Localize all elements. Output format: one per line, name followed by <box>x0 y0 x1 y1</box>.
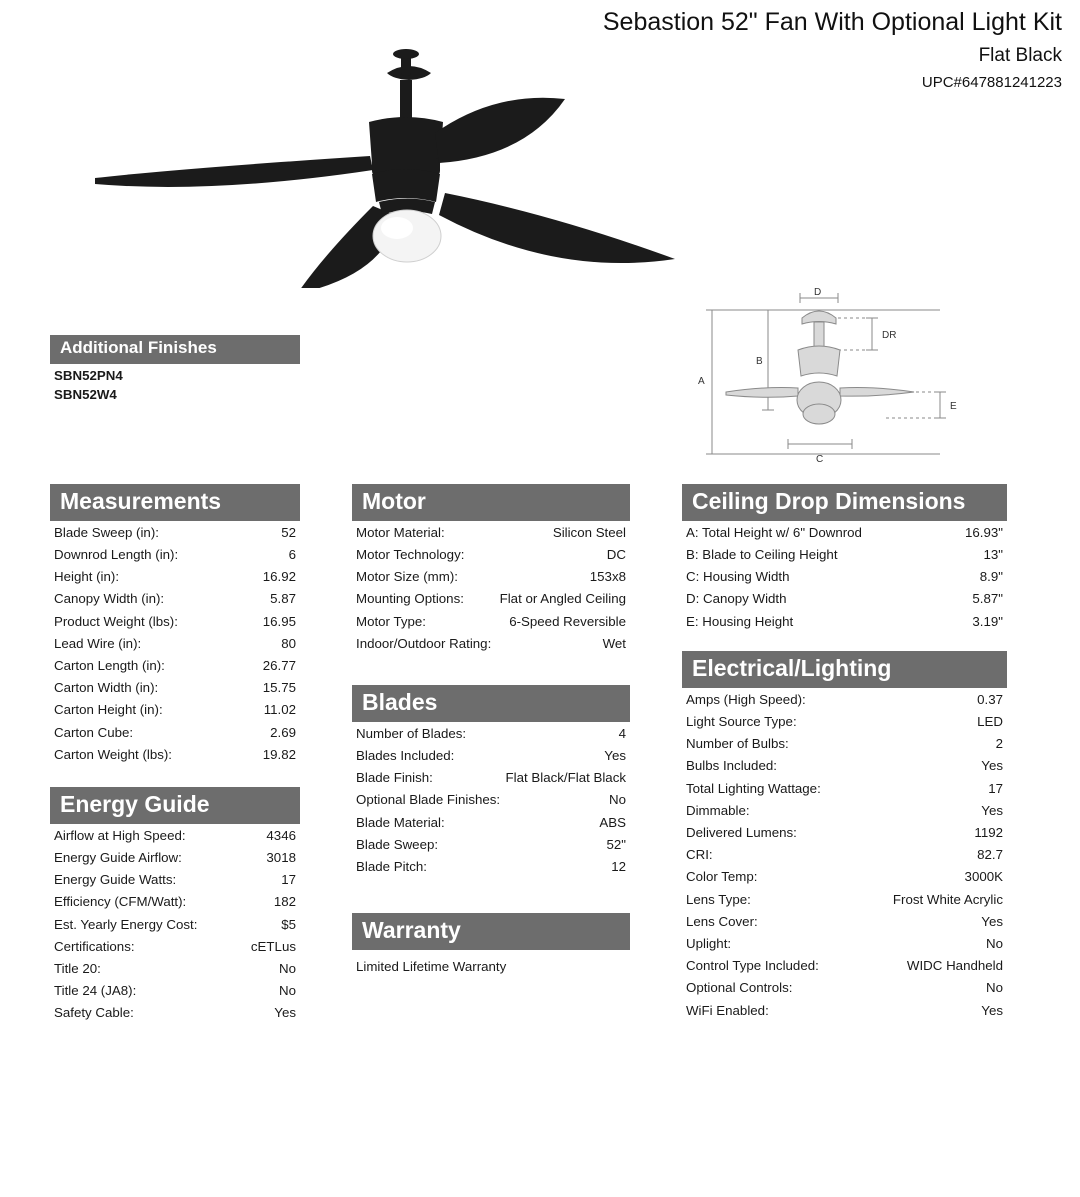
row-value: 80 <box>281 635 296 651</box>
table-row <box>682 932 1007 954</box>
finish-code: SBN52W4 <box>54 386 117 402</box>
motor-section <box>352 484 630 654</box>
row-label: Motor Material: <box>356 524 445 540</box>
table-row <box>50 980 300 1002</box>
row-label: Lens Type: <box>686 891 751 907</box>
table-row <box>50 913 300 935</box>
row-label: Est. Yearly Energy Cost: <box>54 916 198 932</box>
row-value: Flat Black/Flat Black <box>505 770 626 786</box>
table-row <box>352 566 630 588</box>
row-value: 17 <box>281 872 296 888</box>
row-value: 2.69 <box>270 724 296 740</box>
table-row <box>682 977 1007 999</box>
table-row <box>352 632 630 654</box>
product-image <box>35 18 675 288</box>
row-label: Motor Technology: <box>356 547 465 563</box>
row-value: Yes <box>981 1002 1003 1018</box>
row-value: DC <box>606 547 626 563</box>
row-value: $5 <box>281 916 296 932</box>
row-label: Carton Width (in): <box>54 680 159 696</box>
electrical-lighting-heading: Electrical/Lighting <box>682 651 1007 688</box>
warranty-heading: Warranty <box>352 913 630 950</box>
row-value: 153x8 <box>589 569 626 585</box>
table-row <box>682 755 1007 777</box>
warranty-text: Limited Lifetime Warranty <box>356 959 507 975</box>
blades-table <box>352 722 630 877</box>
row-label: Blade Sweep (in): <box>54 524 159 540</box>
row-value: 16.95 <box>262 613 296 629</box>
table-row <box>352 543 630 565</box>
table-row <box>352 610 630 632</box>
row-value: Frost White Acrylic <box>892 891 1003 907</box>
row-value: 0.37 <box>977 691 1003 707</box>
table-row <box>50 632 300 654</box>
row-value: Yes <box>274 1005 296 1021</box>
row-value: No <box>986 980 1003 996</box>
row-label: Title 20: <box>54 961 101 977</box>
row-value: 182 <box>273 894 296 910</box>
row-label: Downrod Length (in): <box>54 547 179 563</box>
table-row <box>50 743 300 765</box>
finish-name: Flat Black <box>978 44 1062 66</box>
row-label: Carton Weight (lbs): <box>54 746 172 762</box>
table-row <box>50 891 300 913</box>
table-row <box>352 588 630 610</box>
row-value: 17 <box>988 780 1003 796</box>
energy-guide-table <box>50 824 300 1024</box>
row-value: Yes <box>604 748 626 764</box>
row-label: Blade Finish: <box>356 770 433 786</box>
measurements-heading: Measurements <box>50 484 300 521</box>
row-value: Wet <box>602 635 626 651</box>
row-label: WiFi Enabled: <box>686 1002 769 1018</box>
row-label: CRI: <box>686 847 713 863</box>
row-value: No <box>986 935 1003 951</box>
table-row <box>50 654 300 676</box>
row-value: 16.92 <box>262 569 296 585</box>
row-label: Dimmable: <box>686 802 750 818</box>
table-row <box>682 910 1007 932</box>
table-row <box>50 588 300 610</box>
row-value: 82.7 <box>977 847 1003 863</box>
row-value: Silicon Steel <box>552 524 626 540</box>
table-row <box>682 799 1007 821</box>
row-label: Certifications: <box>54 938 135 954</box>
row-value: 15.75 <box>262 680 296 696</box>
row-label: Height (in): <box>54 569 120 585</box>
table-row <box>50 721 300 743</box>
row-label: Blades Included: <box>356 748 455 764</box>
row-value: Yes <box>981 758 1003 774</box>
row-label: D: Canopy Width <box>686 591 787 607</box>
row-label: Canopy Width (in): <box>54 591 165 607</box>
table-row <box>682 588 1007 610</box>
table-row <box>50 521 300 543</box>
diagram-label-e: E <box>950 401 957 412</box>
row-value: No <box>609 792 626 808</box>
row-value: 2 <box>995 736 1003 752</box>
row-label: Mounting Options: <box>356 591 464 607</box>
table-row <box>682 844 1007 866</box>
table-row <box>682 543 1007 565</box>
table-row <box>352 744 630 766</box>
row-value: 5.87" <box>972 591 1003 607</box>
table-row <box>682 888 1007 910</box>
row-value: WIDC Handheld <box>906 958 1003 974</box>
blades-section <box>352 685 630 878</box>
row-value: 3000K <box>964 869 1003 885</box>
row-value: LED <box>977 714 1003 730</box>
diagram-label-b: B <box>756 356 763 367</box>
row-label: Airflow at High Speed: <box>54 827 186 843</box>
table-row <box>352 722 630 744</box>
table-row <box>50 935 300 957</box>
page-title: Sebastion 52" Fan With Optional Light Kit <box>602 8 1062 36</box>
row-label: Carton Cube: <box>54 724 134 740</box>
electrical-lighting-section <box>682 651 1007 1021</box>
table-row <box>682 688 1007 710</box>
row-label: C: Housing Width <box>686 569 790 585</box>
blades-heading: Blades <box>352 685 630 722</box>
table-row <box>352 811 630 833</box>
diagram-label-a: A <box>698 376 705 387</box>
row-label: Optional Controls: <box>686 980 793 996</box>
row-label: Motor Type: <box>356 613 426 629</box>
row-label: Blade Material: <box>356 814 445 830</box>
table-row <box>682 710 1007 732</box>
row-value: 12 <box>611 859 626 875</box>
row-label: Energy Guide Airflow: <box>54 850 182 866</box>
row-label: Lens Cover: <box>686 913 758 929</box>
table-row <box>352 521 630 543</box>
row-label: Color Temp: <box>686 869 758 885</box>
row-value: Yes <box>981 913 1003 929</box>
ceiling-drop-section <box>682 484 1007 632</box>
additional-finishes-heading: Additional Finishes <box>50 335 300 364</box>
row-label: Product Weight (lbs): <box>54 613 178 629</box>
row-label: Number of Blades: <box>356 725 467 741</box>
row-label: Title 24 (JA8): <box>54 983 137 999</box>
row-label: Blade Pitch: <box>356 859 427 875</box>
motor-table <box>352 521 630 654</box>
row-label: Blade Sweep: <box>356 836 439 852</box>
row-value: 3018 <box>266 850 296 866</box>
row-label: Indoor/Outdoor Rating: <box>356 635 492 651</box>
table-row <box>50 677 300 699</box>
row-label: Optional Blade Finishes: <box>356 792 501 808</box>
table-row <box>50 543 300 565</box>
row-value: Yes <box>981 802 1003 818</box>
table-row <box>682 866 1007 888</box>
table-row <box>352 855 630 877</box>
dimension-diagram <box>690 288 1030 468</box>
row-label: Number of Bulbs: <box>686 736 789 752</box>
row-label: Light Source Type: <box>686 714 797 730</box>
row-value: 8.9" <box>979 569 1003 585</box>
table-row <box>682 955 1007 977</box>
table-row <box>50 699 300 721</box>
row-value: 52 <box>281 524 296 540</box>
electrical-lighting-table <box>682 688 1007 1021</box>
row-value: 4 <box>618 725 626 741</box>
diagram-label-dr: DR <box>882 330 897 341</box>
row-label: Carton Length (in): <box>54 658 165 674</box>
row-value: 19.82 <box>262 746 296 762</box>
table-row <box>682 777 1007 799</box>
row-value: 3.19" <box>972 613 1003 629</box>
row-value: 6 <box>288 547 296 563</box>
row-label: B: Blade to Ceiling Height <box>686 547 838 563</box>
diagram-label-c: C <box>816 454 824 465</box>
finish-code: SBN52PN4 <box>54 367 123 383</box>
table-row <box>682 733 1007 755</box>
row-value: 1192 <box>974 825 1003 841</box>
row-label: Efficiency (CFM/Watt): <box>54 894 187 910</box>
row-label: Uplight: <box>686 935 732 951</box>
table-row <box>50 824 300 846</box>
row-label: Amps (High Speed): <box>686 691 806 707</box>
additional-finishes-section <box>50 335 300 402</box>
table-row <box>50 957 300 979</box>
table-row <box>352 767 630 789</box>
table-row <box>50 846 300 868</box>
table-row <box>50 566 300 588</box>
row-value: 16.93" <box>965 524 1003 540</box>
row-label: Bulbs Included: <box>686 758 777 774</box>
row-value: 6-Speed Reversible <box>509 613 626 629</box>
row-value: Flat or Angled Ceiling <box>499 591 626 607</box>
table-row <box>682 610 1007 632</box>
warranty-section <box>352 913 630 974</box>
row-label: Motor Size (mm): <box>356 569 458 585</box>
row-label: Safety Cable: <box>54 1005 134 1021</box>
row-label: Total Lighting Wattage: <box>686 780 821 796</box>
ceiling-drop-table <box>682 521 1007 632</box>
diagram-label-d: D <box>814 288 822 298</box>
measurements-table <box>50 521 300 765</box>
row-value: No <box>279 961 296 977</box>
row-value: cETLus <box>250 938 296 954</box>
row-value: No <box>279 983 296 999</box>
measurements-section <box>50 484 300 765</box>
row-label: Lead Wire (in): <box>54 635 142 651</box>
upc-code: UPC#647881241223 <box>921 73 1062 91</box>
row-value: 11.02 <box>263 702 296 718</box>
table-row <box>682 821 1007 843</box>
table-row <box>682 999 1007 1021</box>
motor-heading: Motor <box>352 484 630 521</box>
table-row <box>50 869 300 891</box>
table-row <box>352 789 630 811</box>
table-row <box>50 1002 300 1024</box>
table-row <box>682 566 1007 588</box>
ceiling-drop-heading: Ceiling Drop Dimensions <box>682 484 1007 521</box>
row-value: 26.77 <box>262 658 296 674</box>
row-label: Control Type Included: <box>686 958 819 974</box>
table-row <box>352 833 630 855</box>
row-label: Energy Guide Watts: <box>54 872 177 888</box>
row-value: 4346 <box>266 827 296 843</box>
row-value: ABS <box>599 814 626 830</box>
row-value: 52" <box>606 836 626 852</box>
row-value: 13" <box>983 547 1003 563</box>
row-label: Delivered Lumens: <box>686 825 797 841</box>
row-value: 5.87 <box>270 591 296 607</box>
table-row <box>682 521 1007 543</box>
table-row <box>50 610 300 632</box>
row-label: A: Total Height w/ 6" Downrod <box>686 524 862 540</box>
row-label: Carton Height (in): <box>54 702 163 718</box>
energy-guide-section <box>50 787 300 1024</box>
row-label: E: Housing Height <box>686 613 794 629</box>
energy-guide-heading: Energy Guide <box>50 787 300 824</box>
